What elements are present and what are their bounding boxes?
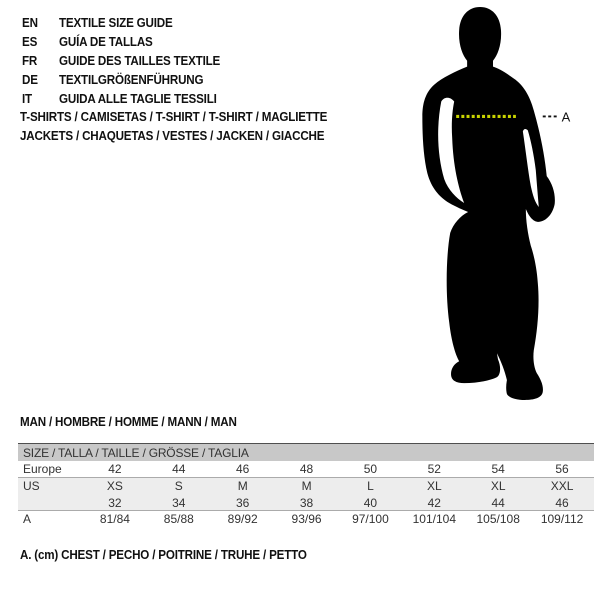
size-value: 36	[236, 496, 250, 510]
language-code: EN	[22, 15, 38, 30]
size-value: 46	[236, 462, 250, 476]
size-value: 38	[299, 496, 314, 510]
language-title: GUIDE DES TAILLES TEXTILE	[59, 53, 221, 68]
row-label	[18, 495, 83, 510]
language-code: DE	[22, 72, 38, 87]
size-value: 93/96	[291, 512, 322, 526]
size-value: 89/92	[227, 512, 258, 526]
language-row-fr	[22, 51, 232, 70]
size-value: XXL	[550, 479, 574, 493]
size-value: 97/100	[352, 512, 389, 526]
language-title: GUÍA DE TALLAS	[59, 34, 153, 49]
gender-section-title: MAN / HOMBRE / HOMME / MANN / MAN	[20, 415, 237, 429]
size-value: 34	[172, 496, 186, 510]
language-row-it	[22, 89, 232, 108]
man-silhouette-figure	[410, 4, 575, 402]
size-value: 44	[172, 462, 186, 476]
size-value: M	[237, 479, 248, 493]
language-title: TEXTILGRÖßENFÜHRUNG	[59, 72, 204, 87]
language-title: GUIDA ALLE TAGLIE TESSILI	[59, 91, 217, 106]
size-value: 42	[108, 462, 122, 476]
silhouette-body	[422, 7, 555, 400]
size-value: 40	[363, 496, 378, 510]
size-value: 46	[555, 496, 569, 510]
language-code: ES	[22, 34, 38, 49]
size-value: 81/84	[99, 512, 130, 526]
measurement-footnote: A. (cm) CHEST / PECHO / POITRINE / TRUHE / PETTO	[20, 548, 307, 562]
size-value: 105/108	[476, 512, 520, 526]
language-row-es	[22, 32, 232, 51]
language-row-en	[22, 13, 232, 32]
size-value: 109/112	[540, 512, 584, 526]
size-value: L	[367, 479, 374, 493]
size-table	[18, 443, 594, 528]
row-label: A	[23, 512, 32, 526]
table-row-chest-cm	[18, 511, 594, 528]
size-value: XL	[490, 479, 506, 493]
size-value: 85/88	[163, 512, 194, 526]
row-label: Europe	[23, 462, 62, 476]
category-line-tshirts: T-SHIRTS / CAMISETAS / T-SHIRT / T-SHIRT / MAGLIETTE	[20, 110, 328, 124]
size-value: M	[301, 479, 312, 493]
size-value: 44	[491, 496, 505, 510]
size-value: 101/104	[412, 512, 456, 526]
garment-categories	[20, 108, 350, 146]
size-value: XL	[426, 479, 442, 493]
row-label: US	[23, 479, 40, 493]
language-title: TEXTILE SIZE GUIDE	[59, 15, 173, 30]
size-value: XS	[106, 479, 123, 493]
size-value: 50	[363, 462, 378, 476]
size-value: 42	[427, 496, 441, 510]
size-value: 48	[299, 462, 314, 476]
size-value: 54	[491, 462, 505, 476]
man-silhouette	[410, 4, 575, 402]
language-code: IT	[22, 91, 32, 106]
size-value: 32	[108, 496, 122, 510]
size-table-header: SIZE / TALLA / TAILLE / GRÖSSE / TAGLIA	[18, 443, 594, 461]
table-row-us-numeric	[18, 495, 594, 511]
table-row-europe	[18, 461, 594, 478]
size-value: 52	[427, 462, 441, 476]
measure-label-a: A	[561, 109, 571, 125]
language-row-de	[22, 70, 232, 89]
language-code: FR	[22, 53, 38, 68]
size-value: S	[174, 479, 183, 493]
table-row-us	[18, 478, 594, 495]
size-value: 56	[555, 462, 569, 476]
language-list	[22, 13, 232, 108]
category-line-jackets: JACKETS / CHAQUETAS / VESTES / JACKEN / GIACCHE	[20, 129, 325, 143]
